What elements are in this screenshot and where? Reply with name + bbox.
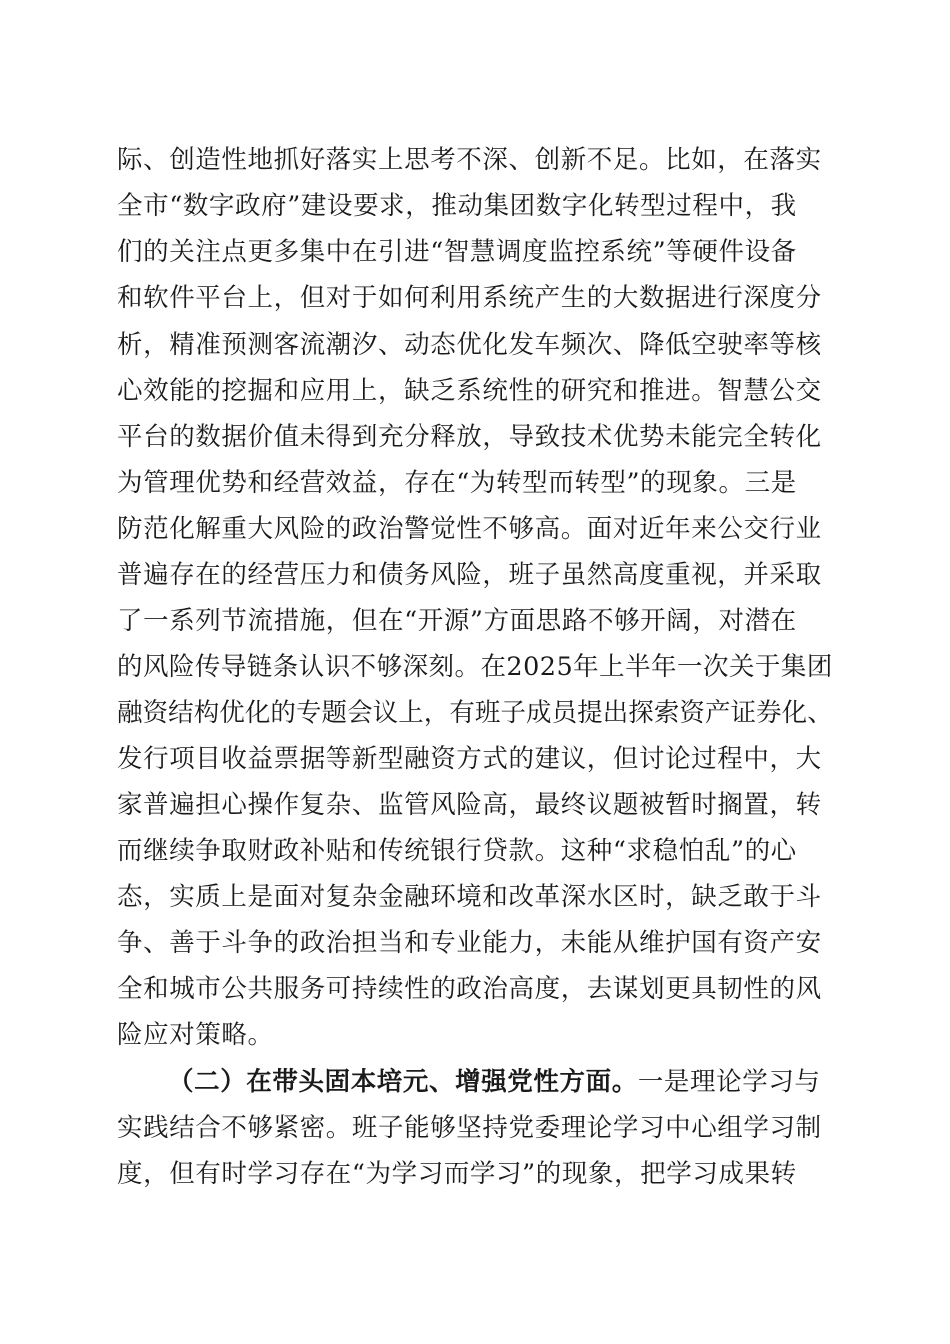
body-text-line: 争、善于斗争的政治担当和专业能力，未能从维护国有资产安: [117, 928, 822, 958]
body-text-line: 和软件平台上，但对于如何利用系统产生的大数据进行深度分: [117, 283, 822, 313]
body-text-line: 态，实质上是面对复杂金融环境和改革深水区时，缺乏敢于斗: [117, 882, 822, 912]
body-text-line: 析，精准预测客流潮汐、动态优化发车频次、降低空驶率等核: [117, 330, 822, 360]
section-2-heading-continuation: 一是理论学习与: [637, 1067, 821, 1097]
body-text-line: 发行项目收益票据等新型融资方式的建议，但讨论过程中，大: [117, 744, 822, 774]
body-text-line: 全市“数字政府”建设要求，推动集团数字化转型过程中，我: [117, 191, 797, 221]
body-text-line: 家普遍担心操作复杂、监管风险高，最终议题被暂时搁置，转: [117, 790, 822, 820]
body-text-line: 心效能的挖掘和应用上，缺乏系统性的研究和推进。智慧公交: [117, 376, 822, 406]
body-text-line: 融资结构优化的专题会议上，有班子成员提出探索资产证券化、: [117, 698, 833, 728]
body-text-line: 了一系列节流措施，但在“开源”方面思路不够开阔，对潜在: [117, 606, 797, 636]
body-text-line: 普遍存在的经营压力和债务风险，班子虽然高度重视，并采取: [117, 560, 822, 590]
body-text-line: 防范化解重大风险的政治警觉性不够高。面对近年来公交行业: [117, 514, 822, 544]
body-text-line: 们的关注点更多集中在引进“智慧调度监控系统”等硬件设备: [117, 237, 797, 267]
body-text-line: 全和城市公共服务可持续性的政治高度，去谋划更具韧性的风: [117, 974, 822, 1004]
body-text-line: 际、创造性地抓好落实上思考不深、创新不足。比如，在落实: [117, 145, 822, 175]
body-text-line: 而继续争取财政补贴和传统银行贷款。这种“求稳怕乱”的心: [117, 836, 797, 866]
body-text-line: 险应对策略。: [117, 1020, 274, 1050]
body-text-line: 实践结合不够紧密。班子能够坚持党委理论学习中心组学习制: [117, 1113, 822, 1143]
body-text-line: 的风险传导链条认识不够深刻。在2025年上半年一次关于集团: [117, 652, 833, 682]
section-2-first-line: [168, 1066, 821, 1098]
body-text-line: 度，但有时学习存在“为学习而学习”的现象，把学习成果转: [117, 1159, 797, 1189]
section-2-heading: （二）在带头固本培元、增强党性方面。: [168, 1067, 638, 1097]
body-text-line: 平台的数据价值未得到充分释放，导致技术优势未能完全转化: [117, 422, 822, 452]
body-text-line: 为管理优势和经营效益，存在“为转型而转型”的现象。三是: [117, 468, 797, 498]
